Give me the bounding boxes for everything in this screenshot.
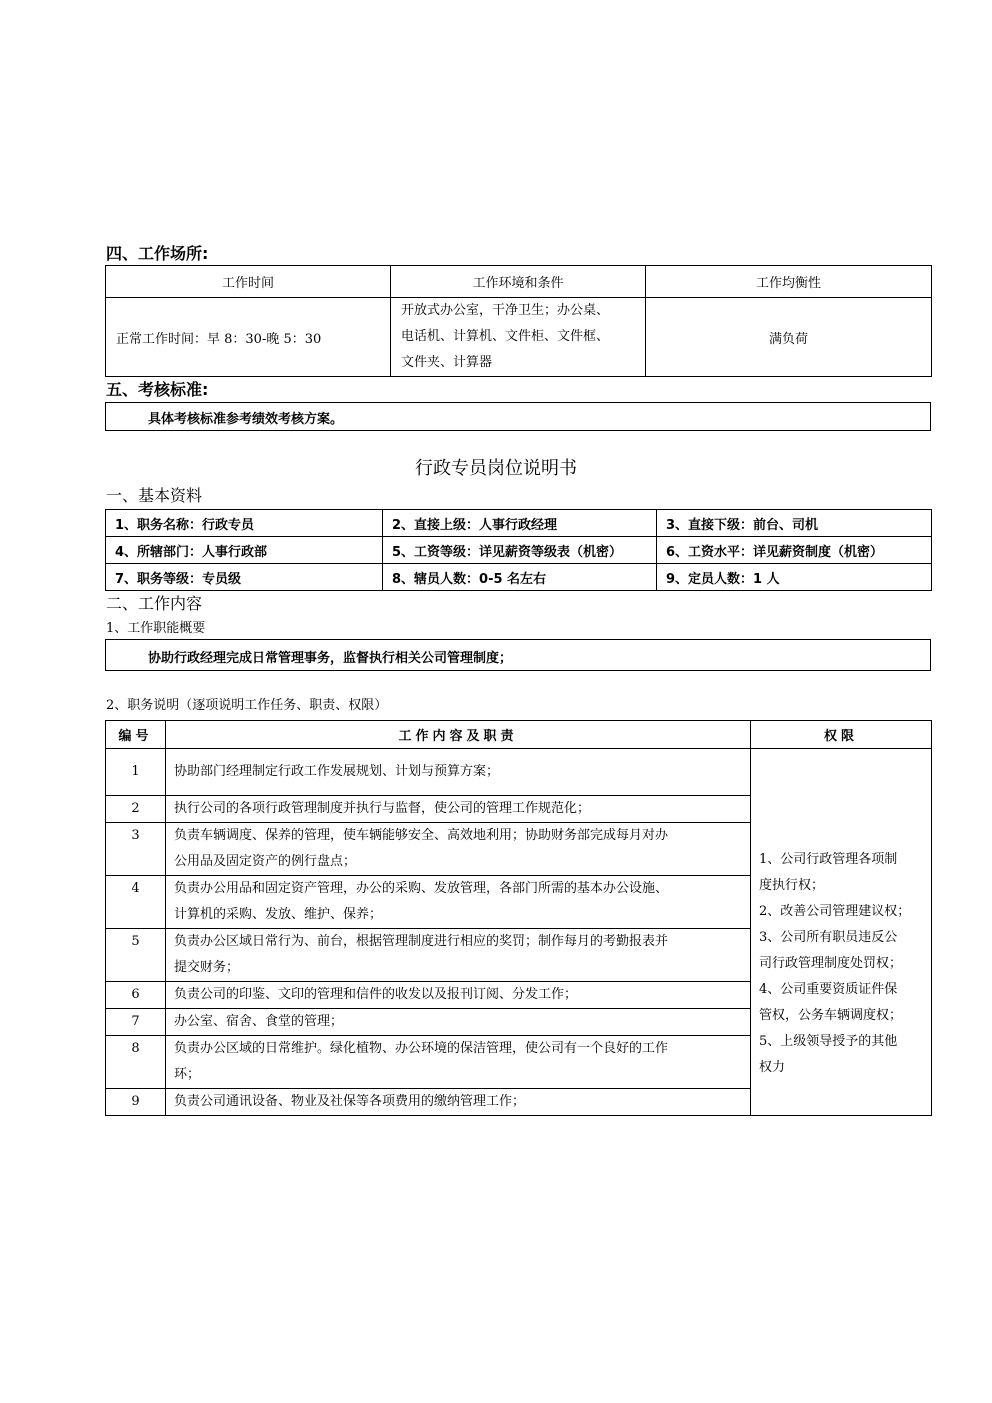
duty-desc [166,1089,751,1116]
rights-line: 3、公司所有职员违反公 [759,930,898,945]
assessment-box [105,402,931,431]
duty-line: 负责公司通讯设备、物业及社保等各项费用的缴纳管理工作； [174,1094,526,1109]
basic-heading: 一、基本资料 [106,486,203,505]
document-title: 行政专员岗位说明书 [415,458,577,479]
rights-line: 管权，公务车辆调度权； [759,1008,903,1023]
duty-num: 8 [106,1036,166,1089]
duty-num: 1 [106,749,166,796]
basic-cell: 2、直接上级：人事行政经理 [383,510,657,537]
rights-cell [751,749,932,1116]
duty-desc [166,982,751,1009]
duty-desc [166,929,751,982]
basic-cell: 1、职务名称：行政专员 [106,510,383,537]
duty-line: 负责办公用品和固定资产管理，办公的采购、发放管理，各部门所需的基本办公设施、 [174,881,669,896]
duties-table [105,720,932,1116]
duties-header-content: 工作内容及职责 [166,721,751,749]
duties-header-rights: 权限 [751,721,932,749]
rights-line: 5、上级领导授予的其他 [759,1034,898,1049]
duty-line: 计算机的采购、发放、维护、保养； [174,907,383,922]
rights-line: 度执行权； [759,878,825,893]
workplace-time: 正常工作时间：早 8：30-晚 5：30 [106,298,391,377]
rights-line: 4、公司重要资质证件保 [759,982,898,997]
rights-line: 2、改善公司管理建议权； [759,904,911,919]
summary-label: 1、工作职能概要 [106,621,206,636]
workplace-header-env: 工作环境和条件 [391,266,646,298]
duty-num: 2 [106,796,166,823]
basic-cell: 9、定员人数：1 人 [657,564,932,591]
duties-header-num: 编号 [106,721,166,749]
duty-num: 7 [106,1009,166,1036]
duty-line: 执行公司的各项行政管理制度并执行与监督，使公司的管理工作规范化； [174,801,591,816]
duty-line: 办公室、宿舍、食堂的管理； [174,1014,344,1029]
duty-desc [166,1036,751,1089]
basic-cell: 7、职务等级：专员级 [106,564,383,591]
section5-heading: 五、考核标准: [106,380,209,399]
duty-line: 负责车辆调度、保养的管理，使车辆能够安全、高效地利用；协助财务部完成每月对办 [174,828,669,843]
basic-cell: 8、辖员人数：0-5 名左右 [383,564,657,591]
basic-cell: 3、直接下级：前台、司机 [657,510,932,537]
summary-box [105,639,931,671]
basic-cell: 4、所辖部门：人事行政部 [106,537,383,564]
workplace-table [105,265,932,377]
workplace-balance: 满负荷 [646,298,932,377]
duty-line: 提交财务； [174,960,240,975]
duty-line: 公用品及固定资产的例行盘点； [174,854,357,869]
rights-line: 司行政管理制度处罚权； [759,956,903,971]
workplace-env-line: 文件夹、计算器 [401,355,493,370]
rights-line: 权力 [759,1060,786,1075]
duty-num: 3 [106,823,166,876]
duties-label: 2、职务说明（逐项说明工作任务、职责、权限） [106,698,388,713]
workplace-header-balance: 工作均衡性 [646,266,932,298]
workplace-header-time: 工作时间 [106,266,391,298]
duty-line: 环； [174,1067,201,1082]
basic-cell: 5、工资等级：详见薪资等级表（机密） [383,537,657,564]
duty-desc [166,1009,751,1036]
duty-desc [166,749,751,796]
duty-line: 负责公司的印鉴、文印的管理和信件的收发以及报刊订阅、分发工作； [174,987,578,1002]
section4-heading: 四、工作场所: [106,244,209,263]
duty-num: 4 [106,876,166,929]
basic-info-table [105,509,932,591]
assessment-text: 具体考核标准参考绩效考核方案。 [148,412,344,427]
workplace-env-line: 电话机、计算机、文件柜、文件框、 [401,329,610,344]
duty-num: 5 [106,929,166,982]
duty-desc [166,876,751,929]
duty-desc [166,796,751,823]
duty-line: 负责办公区域的日常维护。绿化植物、办公环境的保洁管理，使公司有一个良好的工作 [174,1041,669,1056]
duty-num: 6 [106,982,166,1009]
summary-text: 协助行政经理完成日常管理事务，监督执行相关公司管理制度； [148,651,513,666]
workplace-env-line: 开放式办公室，干净卫生；办公桌、 [401,303,610,318]
work-heading: 二、工作内容 [106,594,203,613]
duty-line: 协助部门经理制定行政工作发展规划、计划与预算方案； [174,764,500,779]
workplace-env [391,298,646,377]
duty-desc [166,823,751,876]
basic-cell: 6、工资水平：详见薪资制度（机密） [657,537,932,564]
rights-line: 1、公司行政管理各项制 [759,852,898,867]
duty-num: 9 [106,1089,166,1116]
duty-line: 负责办公区域日常行为、前台，根据管理制度进行相应的奖罚；制作每月的考勤报表并 [174,934,669,949]
